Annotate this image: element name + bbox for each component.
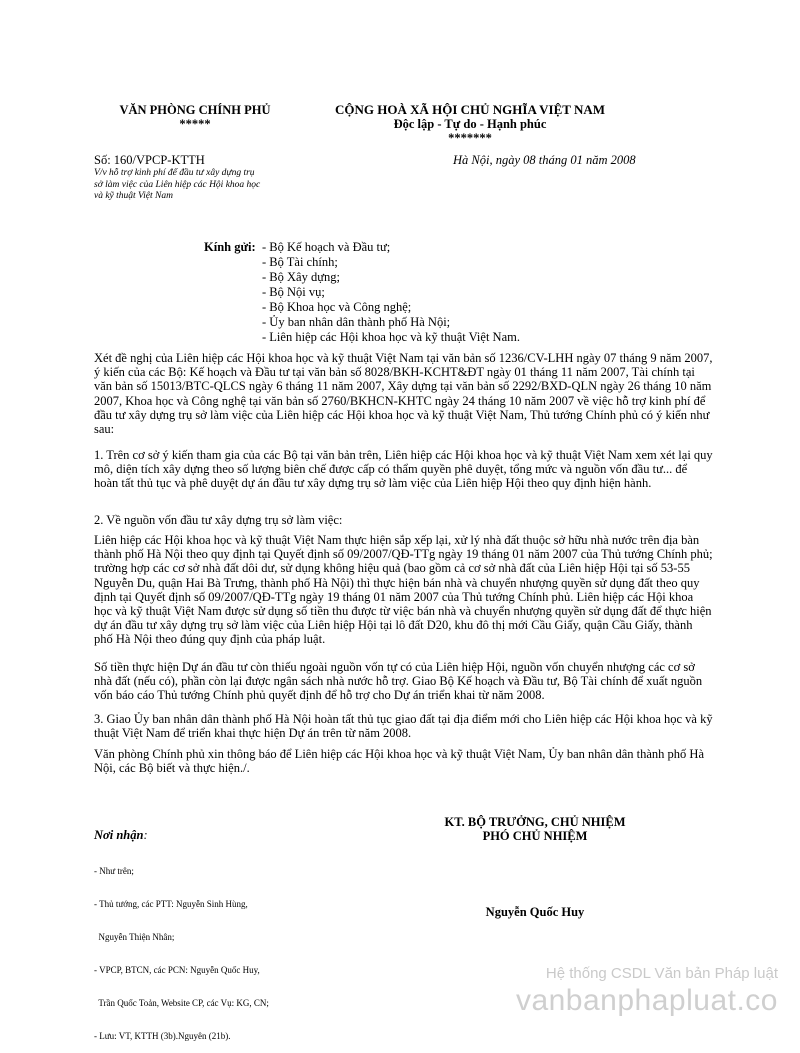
signature-title: KT. BỘ TRƯỞNG, CHỦ NHIỆM [444, 815, 626, 829]
recipient-item: - Bộ Nội vụ; [262, 285, 325, 299]
subject-line: sở làm việc của Liên hiệp các Hội khoa học [94, 179, 261, 190]
subject-line: và kỹ thuật Việt Nam [94, 191, 173, 201]
body-paragraph: 3. Giao Ủy ban nhân dân thành phố Hà Nội hoàn tất thủ tục giao đất tại địa điểm mới cho Liên hiệp các Hội khoa học và kỹ thuật Việt Nam để triển khai thực hiện Dự án trên từ năm 2008. [94, 712, 713, 741]
agency-stars: ***** [179, 117, 211, 131]
body-paragraph: Số tiền thực hiện Dự án đầu tư còn thiếu ngoài nguồn vốn tự có của Liên hiệp Hội, nguồn vốn chuyển nhượng các cơ sở nhà đất (nếu có), phần còn lại được ngân sách nhà nước hỗ trợ. Giao Bộ Kế hoạch và Đầu tư, Bộ Tài chính để xuất nguồn vốn báo cáo Thủ tướng Chính phủ quyết định để hỗ trợ cho Dự án triển khai từ năm 2008. [94, 660, 703, 703]
cc-colon: : [143, 828, 148, 842]
cc-label: Nơi nhận [94, 828, 144, 842]
document-number: Số: 160/VPCP-KTTH [94, 153, 205, 167]
body-paragraph: Liên hiệp các Hội khoa học và kỹ thuật Việt Nam thực hiện sắp xếp lại, xử lý nhà đất thuộc sở hữu nhà nước trên địa bàn thành phố Hà Nội theo quy định tại Quyết định số 09/2007/QĐ-TTg ngày 19 tháng 01 năm 2007 của Thủ tướng Chính phủ; trường hợp các cơ sở nhà đất dôi dư, sử dụng không hiệu quả (bao gồm cả cơ sở nhà đất của Liên hiệp Hội tại số 53-55 Nguyễn Du, quận Hai Bà Trưng, thành phố Hà Nội) thì thực hiện bán nhà và chuyển nhượng quyền sử dụng đất theo quy định tại Quyết định số 09/2007/QĐ-TTg ngày 19 tháng 01 năm 2007 của Thủ tướng Chính phủ. Liên hiệp các Hội khoa học và kỹ thuật Việt Nam được sử dụng số tiền thu được từ việc bán nhà và chuyển nhượng quyền sử dụng đất để thực hiện dự án đầu tư xây dựng trụ sở làm việc của Liên hiệp Hội tại lô đất D20, khu đô thị mới Cầu Giấy, quận Cầu Giấy, thành phố Hà Nội theo đúng quy định của pháp luật. [94, 533, 713, 647]
recipients-label: Kính gửi: [204, 240, 256, 254]
body-paragraph: Xét đề nghị của Liên hiệp các Hội khoa học và kỹ thuật Việt Nam tại văn bản số 1236/CV-LHH ngày 07 tháng 9 năm 2007, ý kiến của các Bộ: Kế hoạch và Đầu tư tại văn bản số 8028/BKH-KCHT&ĐT ngày 01 tháng 11 năm 2007, Tài chính tại văn bản số 15013/BTC-QLCS ngày 6 tháng 11 năm 2007, Xây dựng tại văn bản số 2292/BXD-QLN ngày 26 tháng 10 năm 2007, Khoa học và Công nghệ tại văn bản số 2760/BKHCN-KHTC ngày 24 tháng 10 năm 2007 về việc hỗ trợ kinh phí để đầu tư xây dựng trụ sở làm việc của Liên hiệp các Hội khoa học và kỹ thuật Việt Nam, Thủ tướng Chính phủ có ý kiến như sau: [94, 351, 713, 437]
recipient-item: - Bộ Xây dựng; [262, 270, 340, 284]
document-subject [94, 168, 260, 203]
recipient-item: - Bộ Khoa học và Công nghệ; [262, 300, 412, 314]
place-date: Hà Nội, ngày 08 tháng 01 năm 2008 [453, 153, 636, 167]
recipient-item: - Bộ Tài chính; [262, 255, 338, 269]
cc-item: - VPCP, BTCN, các PCN: Nguyễn Quốc Huy, [94, 965, 260, 975]
motto: Độc lập - Tự do - Hạnh phúc [393, 117, 547, 131]
body-paragraph: 1. Trên cơ sở ý kiến tham gia của các Bộ tại văn bản trên, Liên hiệp các Hội khoa học và kỹ thuật Việt Nam xem xét lại quy mô, diện tích xây dựng theo số lượng biên chế được cấp có thẩm quyền phê duyệt, tổng mức và nguồn vốn đầu tư... để hoàn tất thủ tục và phê duyệt dự án đầu tư xây dựng trụ sở làm việc của Liên hiệp Hội theo quy định hiện hành. [94, 448, 713, 491]
cc-item: - Lưu: VT, KTTH (3b).Nguyên (21b). [94, 1031, 231, 1041]
cc-item: - Như trên; [94, 866, 134, 876]
motto-stars: ******* [448, 131, 492, 145]
signer-name: Nguyễn Quốc Huy [485, 905, 585, 919]
recipient-item: - Liên hiệp các Hội khoa học và kỹ thuật Việt Nam. [262, 330, 520, 344]
watermark-site: vanbanphapluat.co [515, 984, 778, 1017]
body-paragraph: 2. Về nguồn vốn đầu tư xây dựng trụ sở làm việc: [94, 513, 343, 527]
recipient-item: - Bộ Kế hoạch và Đầu tư; [262, 240, 391, 254]
cc-heading [94, 828, 148, 842]
signature-subtitle: PHÓ CHỦ NHIỆM [482, 829, 588, 843]
recipients-list [262, 240, 520, 345]
cc-item: - Thủ tướng, các PTT: Nguyễn Sinh Hùng, [94, 899, 248, 909]
agency-name: VĂN PHÒNG CHÍNH PHỦ [119, 103, 271, 117]
cc-list [94, 844, 269, 1053]
subject-line: V/v hỗ trợ kinh phí để đầu tư xây dựng trụ [94, 168, 255, 178]
nation-title: CỘNG HOÀ XÃ HỘI CHỦ NGHĨA VIỆT NAM [334, 102, 606, 117]
watermark-caption: Hệ thống CSDL Văn bản Pháp luật [545, 965, 778, 982]
cc-item: Nguyễn Thiện Nhân; [94, 932, 175, 942]
body-paragraph: Văn phòng Chính phủ xin thông báo để Liên hiệp các Hội khoa học và kỹ thuật Việt Nam, Ủy ban nhân dân thành phố Hà Nội, các Bộ biết và thực hiện./. [94, 747, 704, 776]
cc-item: Trần Quốc Toản, Website CP, các Vụ: KG, CN; [94, 998, 269, 1008]
recipient-item: - Ủy ban nhân dân thành phố Hà Nội; [262, 315, 451, 329]
